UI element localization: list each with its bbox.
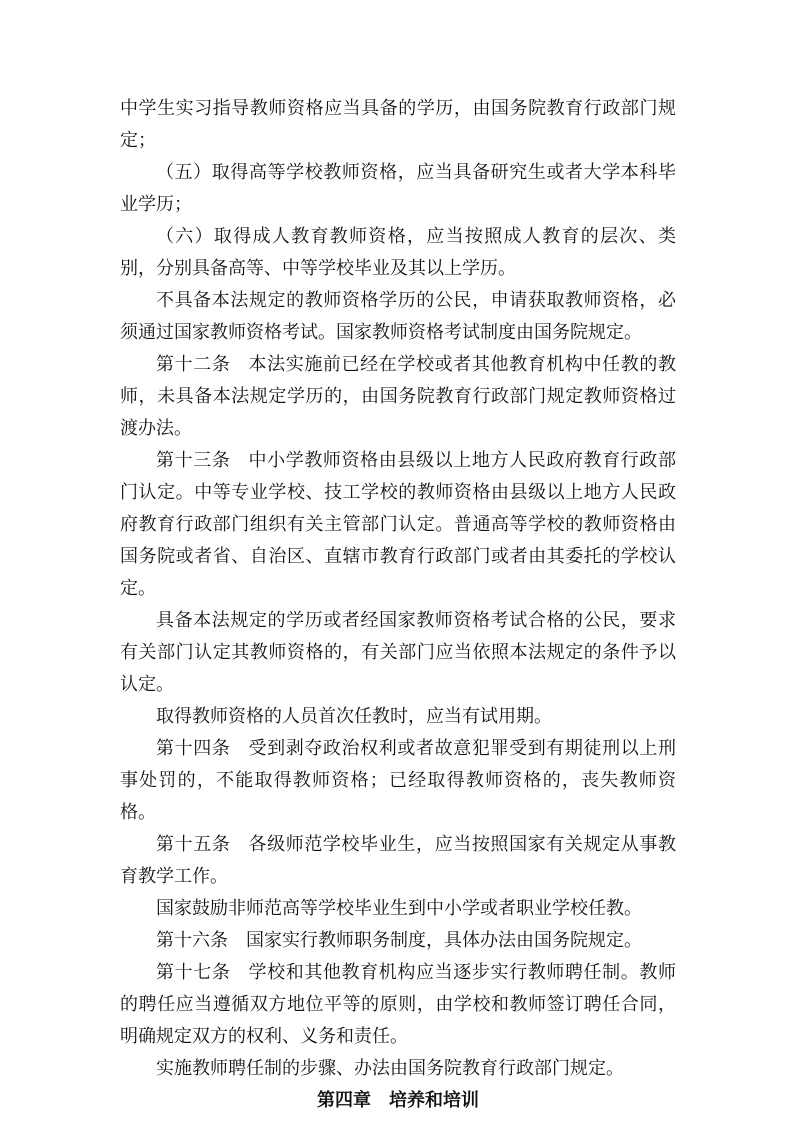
article-number: 第十二条 — [156, 354, 231, 375]
paragraph-text: 具备本法规定的学历或者经国家教师资格考试合格的公民，要求有关部门认定其教师资格的，有关部门应当依照本法规定的条件予以认定。 — [120, 610, 676, 695]
body-paragraph — [120, 893, 676, 925]
article-number: 第十四条 — [156, 738, 231, 759]
article-number: 第十七条 — [156, 962, 231, 983]
document-body — [120, 93, 676, 1117]
chapter-number: 第四章 — [317, 1090, 371, 1111]
body-paragraph — [120, 285, 676, 349]
article-number: 第十五条 — [156, 834, 231, 855]
chapter-heading — [120, 1085, 676, 1117]
paragraph-text: 本法实施前已经在学校或者其他教育机构中任教的教师，未具备本法规定学历的，由国务院教育行政部门规定教师资格过渡办法。 — [120, 354, 677, 439]
paragraph-text: （六）取得成人教育教师资格，应当按照成人教育的层次、类别，分别具备高等、中等学校毕业及其以上学历。 — [120, 226, 676, 279]
paragraph-text: 中学生实习指导教师资格应当具备的学历，由国务院教育行政部门规定； — [120, 98, 676, 151]
article-paragraph — [120, 829, 676, 893]
body-paragraph — [120, 157, 676, 221]
body-paragraph — [120, 221, 676, 285]
body-paragraph — [120, 701, 676, 733]
paragraph-text: 受到剥夺政治权利或者故意犯罪受到有期徒刑以上刑事处罚的，不能取得教师资格；已经取得教师资格的，丧失教师资格。 — [120, 738, 677, 823]
article-paragraph — [120, 733, 676, 829]
article-number: 第十六条 — [156, 930, 228, 951]
article-paragraph — [120, 445, 676, 605]
paragraph-text: （五）取得高等学校教师资格，应当具备研究生或者大学本科毕业学历； — [120, 162, 676, 215]
paragraph-text: 实施教师聘任制的步骤、办法由国务院教育行政部门规定。 — [156, 1058, 624, 1079]
paragraph-text: 学校和其他教育机构应当逐步实行教师聘任制。教师的聘任应当遵循双方地位平等的原则，由学校和教师签订聘任合同，明确规定双方的权利、义务和责任。 — [120, 962, 677, 1047]
article-number: 第十三条 — [156, 450, 231, 471]
body-paragraph — [120, 605, 676, 701]
article-paragraph — [120, 349, 676, 445]
paragraph-text: 中小学教师资格由县级以上地方人民政府教育行政部门认定。中等专业学校、技工学校的教师资格由县级以上地方人民政府教育行政部门组织有关主管部门认定。普通高等学校的教师资格由国务院或者省、自治区、直辖市教育行政部门或者由其委托的学校认定。 — [120, 450, 677, 599]
body-paragraph — [120, 1053, 676, 1085]
paragraph-text: 国家鼓励非师范高等学校毕业生到中小学或者职业学校任教。 — [156, 898, 642, 919]
chapter-title: 培养和培训 — [389, 1090, 479, 1111]
article-paragraph — [120, 925, 676, 957]
article-paragraph — [120, 957, 676, 1053]
body-paragraph — [120, 93, 676, 157]
paragraph-text: 国家实行教师职务制度，具体办法由国务院规定。 — [246, 930, 642, 951]
paragraph-text: 不具备本法规定的教师资格学历的公民，申请获取教师资格，必须通过国家教师资格考试。国家教师资格考试制度由国务院规定。 — [120, 290, 676, 343]
paragraph-text: 取得教师资格的人员首次任教时，应当有试用期。 — [156, 706, 552, 727]
paragraph-text: 各级师范学校毕业生，应当按照国家有关规定从事教育教学工作。 — [120, 834, 677, 887]
